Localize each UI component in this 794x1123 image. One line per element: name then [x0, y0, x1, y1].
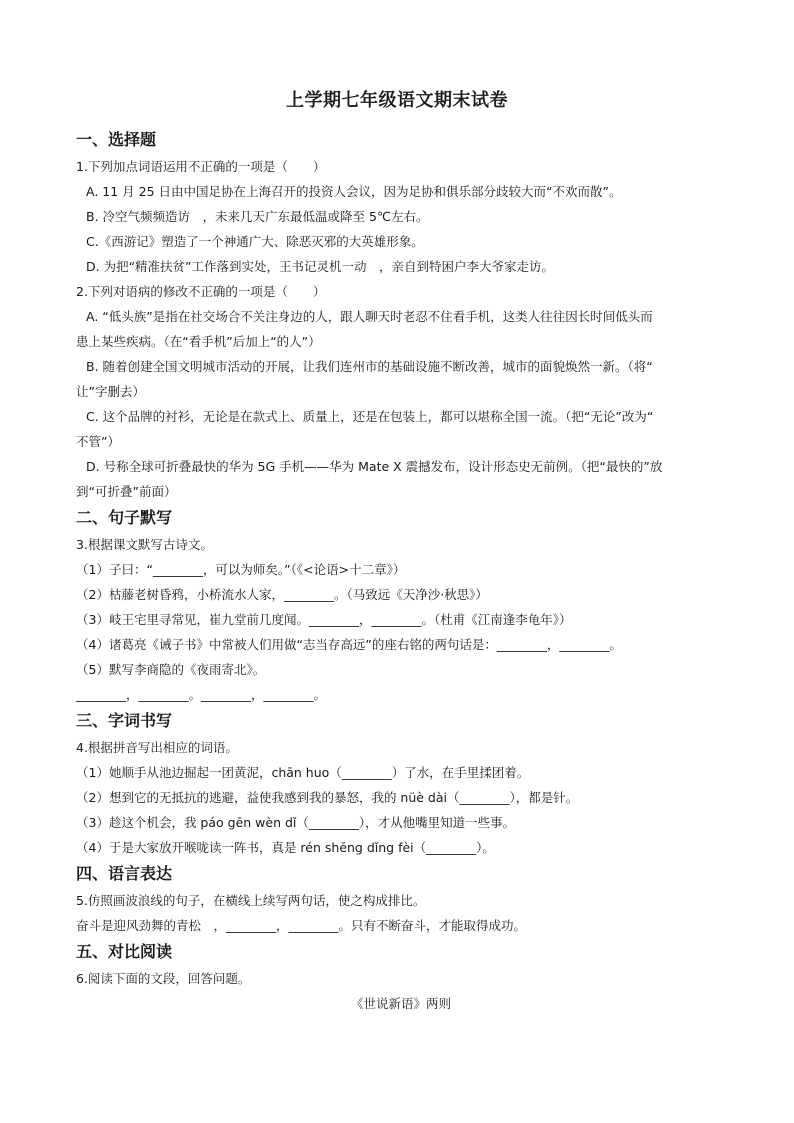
fill-line: （3）岐王宅里寻常见，崔九堂前几度闻。________，________。（杜甫《江南逢李龟年》）	[76, 612, 572, 627]
option-a: A. 11 月 25 日由中国足协在上海召开的投资人会议，因为足协和俱乐部分歧较大而“不欢而散”。	[86, 184, 622, 199]
fill-line: （1）她顺手从池边掘起一团黄泥，chān huo（________）了水，在手里揉团着。	[76, 765, 530, 780]
question-stem: 6.阅读下面的文段，回答问题。	[76, 971, 251, 986]
fill-line: （4）于是大家放开喉咙读一阵书，真是 rén shēng dǐng fèi（________）。	[76, 840, 495, 855]
section-heading: 三、字词书写	[76, 711, 173, 730]
section-heading: 二、句子默写	[76, 508, 173, 527]
fill-line: ________，________。________，________。	[76, 687, 327, 702]
option-b: B. 随着创建全国文明城市活动的开展，让我们连州市的基础设施不断改善，城市的面貌焕然一新。（将“	[86, 359, 653, 374]
fill-line: （5）默写李商隐的《夜雨寄北》。	[76, 662, 266, 677]
option-a-cont: 患上某些疾病。（在“看手机”后加上“的人”）	[76, 334, 321, 349]
fill-line: （2）枯藤老树昏鸦，小桥流水人家，________。（马致远《天净沙·秋思》）	[76, 587, 488, 602]
option-d: D. 为把“精准扶贫”工作落到实处，王书记灵机一动 ，亲自到特困户李大爷家走访。	[86, 259, 555, 274]
section-heading: 一、选择题	[76, 130, 157, 149]
option-d: D. 号称全球可折叠最快的华为 5G 手机——华为 Mate X 震撼发布，设计形态史无前例。（把“最快的”放	[86, 459, 663, 474]
reading-heading: 《世说新语》两则	[350, 996, 451, 1011]
fill-line: （3）趁这个机会，我 páo gēn wèn dǐ（________），才从他嘴里知道一些事。	[76, 815, 516, 830]
question-stem: 3.根据课文默写古诗文。	[76, 537, 213, 552]
fill-line: 奋斗是迎风劲舞的青松 ，________，________。只有不断奋斗，才能取得成功。	[76, 918, 527, 933]
option-b: B. 冷空气频频造访 ，未来几天广东最低温或降至 5℃左右。	[86, 209, 429, 224]
exam-content	[76, 126, 726, 1016]
option-a: A. “低头族”是指在社交场合不关注身边的人，跟人聊天时老忍不住看手机，这类人往往因长时间低头而	[86, 309, 653, 324]
option-b-cont: 让”字删去）	[76, 384, 145, 399]
section-heading: 五、对比阅读	[76, 942, 173, 961]
option-c: C.《西游记》塑造了一个神通广大、除恶灭邪的大英雄形象。	[86, 234, 424, 249]
fill-line: （4）诸葛亮《诫子书》中常被人们用做“志当存高远”的座右铭的两句话是：________，________。	[76, 637, 622, 652]
question-stem: 1.下列加点词语运用不正确的一项是（ ）	[76, 159, 326, 174]
question-stem: 5.仿照画波浪线的句子，在横线上续写两句话，使之构成排比。	[76, 893, 426, 908]
section-heading: 四、语言表达	[76, 864, 173, 883]
option-c-cont: 不管”）	[76, 434, 120, 449]
question-stem: 2.下列对语病的修改不正确的一项是（ ）	[76, 284, 326, 299]
fill-line: （1）子曰：“________，可以为师矣。”（《<论语>十二章》）	[76, 562, 406, 577]
fill-line: （2）想到它的无抵抗的逃避，益使我感到我的暴怒，我的 nüè dài（________），都是针。	[76, 790, 579, 805]
option-c: C. 这个品牌的衬衫，无论是在款式上、质量上，还是在包装上，都可以堪称全国一流。（把“无论”改为“	[86, 409, 654, 424]
page-title: 上学期七年级语文期末试卷	[286, 90, 508, 111]
option-d-cont: 到“可折叠”前面）	[76, 484, 177, 499]
question-stem: 4.根据拼音写出相应的词语。	[76, 740, 238, 755]
